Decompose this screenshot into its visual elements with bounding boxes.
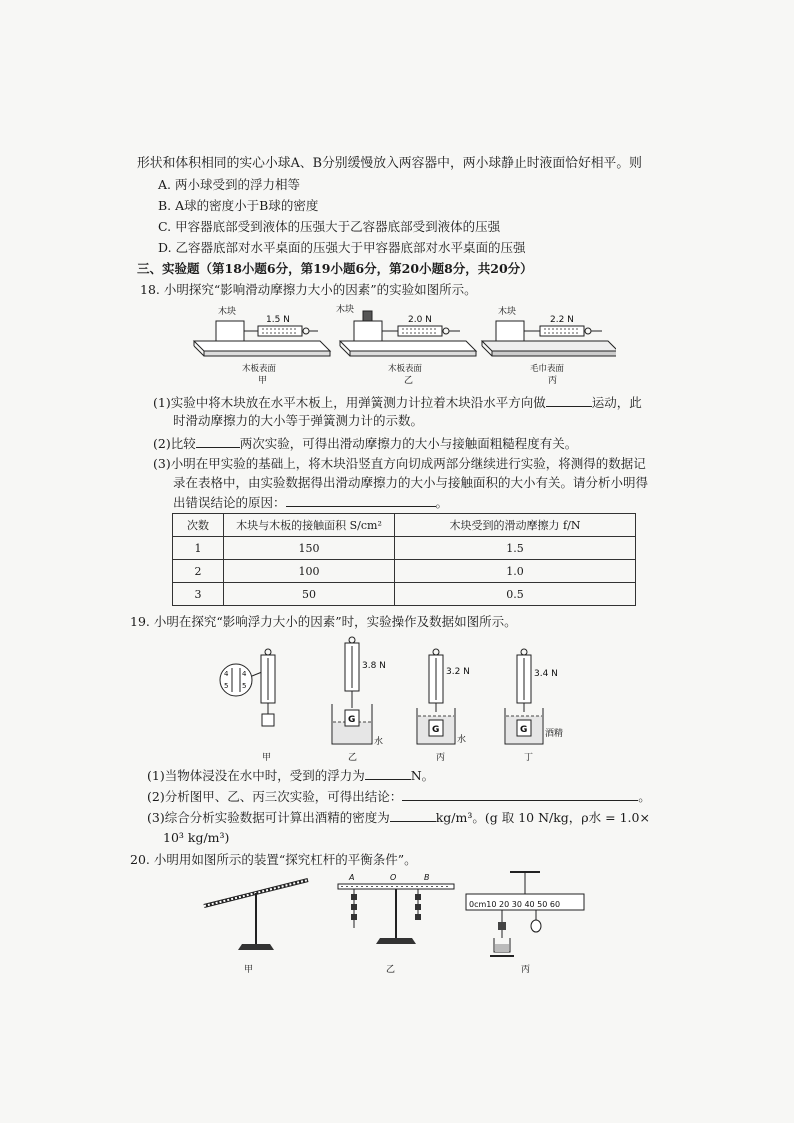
zoom-tick: 4 — [242, 670, 247, 678]
table-row — [173, 583, 636, 606]
label-bing: 丙 — [436, 753, 446, 763]
liquid-b: 水 — [374, 737, 384, 747]
blank-compare[interactable] — [196, 435, 240, 448]
q18-sub3-line3: 出错误结论的原因： 。 — [173, 495, 449, 510]
q18-sub3-line2: 录在表格中，由实验数据得出滑动摩擦力的大小与接触面积的大小有关。请分析小明得 — [173, 475, 649, 490]
q18-sub1-line2: 时滑动摩擦力的大小等于弹簧测力计的示数。 — [173, 413, 424, 428]
zoom-tick: 4 — [224, 670, 229, 678]
zoom-tick: 5 — [224, 682, 229, 690]
spring-scale-ring — [265, 649, 271, 655]
table-cell: 150 — [224, 537, 395, 560]
object-letter: G — [432, 725, 440, 735]
lever-stand-b — [376, 938, 416, 944]
q17-option-a: A. 两小球受到的浮力相等 — [158, 177, 300, 192]
label-yi: 乙 — [348, 753, 358, 763]
point-b: B — [424, 873, 430, 882]
table-row — [173, 560, 636, 583]
blank-reason[interactable] — [286, 494, 436, 507]
q19-sub3-line2: 10³ kg/m³) — [163, 830, 230, 845]
label-a: 甲 — [258, 376, 268, 386]
q17-option-d: D. 乙容器底部对水平桌面的压强大于甲容器底部对水平桌面的压强 — [158, 240, 526, 255]
q20-stem: 20. 小明用如图所示的装置“探究杠杆的平衡条件”。 — [130, 852, 417, 867]
friction-panel-c — [482, 321, 616, 356]
block-label-b: 木块 — [336, 305, 355, 315]
q17-option-b: B. A球的密度小于B球的密度 — [158, 198, 319, 213]
liquid-c: 水 — [457, 735, 467, 745]
q19-stem: 19. 小明在探究“影响浮力大小的因素”时，实验操作及数据如图所示。 — [130, 614, 517, 629]
label-ding: 丁 — [524, 753, 534, 763]
section-heading: 三、实验题（第18小题6分，第19小题6分，第20小题8分，共20分） — [137, 261, 533, 276]
table-cell: 0.5 — [395, 583, 636, 606]
table-header-row — [173, 514, 636, 537]
blank-conclusion[interactable] — [402, 788, 638, 801]
q18-sub1-line1: (1)实验中将木块放在水平木板上，用弹簧测力计拉着木块沿水平方向做 运动，此 — [153, 395, 642, 410]
q18-sub2: (2)比较 两次实验，可得出滑动摩擦力的大小与接触面粗糙程度有关。 — [153, 436, 578, 451]
block-label-c: 木块 — [498, 307, 517, 317]
hanging-object — [531, 920, 541, 932]
label-bing: 丙 — [521, 965, 531, 975]
q19-sub3-line1: (3)综合分析实验数据可计算出酒精的密度为 kg/m³。(g 取 10 N/kg，ρ水 = 1.0× — [147, 810, 650, 825]
table-cell: 2 — [173, 560, 224, 583]
point-a: A — [349, 873, 355, 882]
q18-data-table — [172, 513, 636, 606]
label-jia: 甲 — [262, 753, 272, 763]
table-cell: 1.0 — [395, 560, 636, 583]
table-row — [173, 537, 636, 560]
surface-b: 木板表面 — [388, 364, 423, 374]
reading-b: 2.0 N — [408, 315, 432, 325]
label-yi: 乙 — [386, 965, 396, 975]
table-cell: 1 — [173, 537, 224, 560]
zoom-circle — [220, 664, 252, 696]
lever-stand-a — [238, 944, 274, 950]
table-header: 木块与木板的接触面积 S/cm² — [224, 514, 395, 537]
reading-b: 3.8 N — [362, 661, 386, 671]
ruler-text: 0cm10 20 30 40 50 60 — [469, 900, 561, 909]
block-label-a: 木块 — [218, 307, 237, 317]
q17-option-c: C. 甲容器底部受到液体的压强大于乙容器底部受到液体的压强 — [158, 219, 501, 234]
friction-panel-a — [194, 321, 330, 356]
surface-a: 木板表面 — [242, 364, 277, 374]
liquid-d: 酒精 — [545, 729, 564, 739]
table-cell: 3 — [173, 583, 224, 606]
table-cell: 100 — [224, 560, 395, 583]
q18-figure — [186, 301, 616, 393]
weight — [498, 922, 506, 930]
reading-c: 3.2 N — [446, 667, 470, 677]
q17-stem-tail: 形状和体积相同的实心小球A、B分别缓慢放入两容器中，两小球静止时液面恰好相平。则 — [137, 156, 642, 171]
blank-motion[interactable] — [546, 394, 592, 407]
object-block-a — [262, 714, 274, 726]
label-c: 丙 — [548, 376, 558, 386]
reading-c: 2.2 N — [550, 315, 574, 325]
table-cell: 50 — [224, 583, 395, 606]
table-header: 木块受到的滑动摩擦力 f/N — [395, 514, 636, 537]
q18-stem: 18. 小明探究“影响滑动摩擦力大小的因素”的实验如图所示。 — [140, 282, 477, 297]
object-letter: G — [520, 725, 528, 735]
surface-c: 毛巾表面 — [530, 364, 565, 374]
label-b: 乙 — [404, 376, 414, 386]
object-letter: G — [348, 715, 356, 725]
q19-figure — [214, 632, 574, 768]
q18-sub3-line1: (3)小明在甲实验的基础上，将木块沿竖直方向切成两部分继续进行实验，将测得的数据记 — [153, 456, 646, 471]
label-jia: 甲 — [244, 965, 254, 975]
blank-density[interactable] — [390, 809, 436, 822]
point-o: O — [390, 873, 397, 882]
table-header: 次数 — [173, 514, 224, 537]
zoom-tick: 5 — [242, 682, 247, 690]
q20-figure — [196, 868, 596, 980]
q19-sub2: (2)分析图甲、乙、丙三次实验，可得出结论： 。 — [147, 789, 651, 804]
blank-buoyancy[interactable] — [365, 767, 411, 780]
reading-d: 3.4 N — [534, 669, 558, 679]
table-cell: 1.5 — [395, 537, 636, 560]
q19-sub1: (1)当物体浸没在水中时，受到的浮力为 N。 — [147, 768, 435, 783]
reading-a: 1.5 N — [266, 315, 290, 325]
